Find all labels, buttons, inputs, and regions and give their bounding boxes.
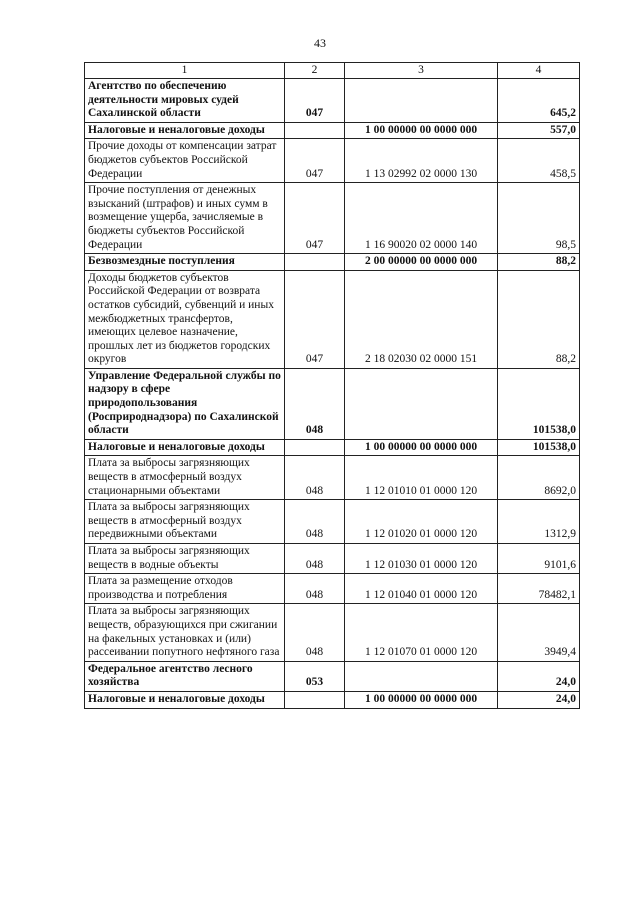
admin-code-cell: 053 — [285, 661, 345, 691]
row-name-cell: Безвозмездные поступления — [85, 254, 285, 271]
admin-code-cell: 048 — [285, 456, 345, 500]
row-name-cell: Налоговые и неналоговые доходы — [85, 439, 285, 456]
amount-cell: 98,5 — [498, 183, 580, 254]
row-name-cell: Плата за выбросы загрязняющих веществ в атмосферный воздух стационарными объектами — [85, 456, 285, 500]
table-row — [85, 500, 580, 544]
amount-cell: 101538,0 — [498, 439, 580, 456]
admin-code-cell: 047 — [285, 183, 345, 254]
admin-code-cell — [285, 691, 345, 708]
row-name-cell: Прочие доходы от компенсации затрат бюджетов субъектов Российской Федерации — [85, 139, 285, 183]
amount-cell: 88,2 — [498, 270, 580, 368]
amount-cell: 458,5 — [498, 139, 580, 183]
admin-code-cell: 047 — [285, 79, 345, 123]
admin-code-cell — [285, 122, 345, 139]
budget-code-cell: 1 13 02992 02 0000 130 — [345, 139, 498, 183]
table-row — [85, 270, 580, 368]
row-name-cell: Налоговые и неналоговые доходы — [85, 691, 285, 708]
budget-code-cell: 1 12 01030 01 0000 120 — [345, 544, 498, 574]
table-row — [85, 574, 580, 604]
row-name-cell: Управление Федеральной службы по надзору в сфере природопользования (Росприроднадзора) по Сахалинской области — [85, 368, 285, 439]
row-name-cell: Доходы бюджетов субъектов Российской Федерации от возврата остатков субсидий, субвенций и иных межбюджетных трансфертов, имеющих целевое назначение, прошлых лет из бюджетов городских округов — [85, 270, 285, 368]
admin-code-cell: 048 — [285, 574, 345, 604]
table-row — [85, 439, 580, 456]
admin-code-cell: 048 — [285, 368, 345, 439]
row-name-cell: Плата за выбросы загрязняющих веществ в атмосферный воздух передвижными объектами — [85, 500, 285, 544]
budget-code-cell: 1 00 00000 00 0000 000 — [345, 122, 498, 139]
column-header: 1 — [85, 63, 285, 79]
budget-code-cell: 1 12 01040 01 0000 120 — [345, 574, 498, 604]
row-name-cell: Федеральное агентство лесного хозяйства — [85, 661, 285, 691]
budget-code-cell: 1 00 00000 00 0000 000 — [345, 439, 498, 456]
row-name-cell: Налоговые и неналоговые доходы — [85, 122, 285, 139]
amount-cell: 88,2 — [498, 254, 580, 271]
budget-code-cell: 2 18 02030 02 0000 151 — [345, 270, 498, 368]
budget-code-cell: 1 12 01070 01 0000 120 — [345, 604, 498, 661]
admin-code-cell: 047 — [285, 270, 345, 368]
row-name-cell: Плата за выбросы загрязняющих веществ в водные объекты — [85, 544, 285, 574]
page-number: 43 — [314, 36, 326, 50]
amount-cell: 1312,9 — [498, 500, 580, 544]
row-name-cell: Плата за размещение отходов производства и потребления — [85, 574, 285, 604]
budget-code-cell: 1 00 00000 00 0000 000 — [345, 691, 498, 708]
table-header-row — [85, 63, 580, 79]
row-name-cell: Прочие поступления от денежных взысканий (штрафов) и иных сумм в возмещение ущерба, зачисляемые в бюджеты субъектов Российской Федерации — [85, 183, 285, 254]
admin-code-cell — [285, 439, 345, 456]
amount-cell: 24,0 — [498, 691, 580, 708]
amount-cell: 557,0 — [498, 122, 580, 139]
table-row — [85, 254, 580, 271]
table-row — [85, 79, 580, 123]
budget-code-cell: 1 12 01020 01 0000 120 — [345, 500, 498, 544]
table-row — [85, 691, 580, 708]
budget-code-cell — [345, 661, 498, 691]
amount-cell: 24,0 — [498, 661, 580, 691]
admin-code-cell: 048 — [285, 500, 345, 544]
amount-cell: 8692,0 — [498, 456, 580, 500]
column-header: 4 — [498, 63, 580, 79]
row-name-cell: Плата за выбросы загрязняющих веществ, образующихся при сжигании на факельных установках и (или) рассеивании попутного нефтяного газа — [85, 604, 285, 661]
budget-code-cell: 1 12 01010 01 0000 120 — [345, 456, 498, 500]
amount-cell: 78482,1 — [498, 574, 580, 604]
table-row — [85, 183, 580, 254]
admin-code-cell: 047 — [285, 139, 345, 183]
column-header: 3 — [345, 63, 498, 79]
admin-code-cell: 048 — [285, 544, 345, 574]
amount-cell: 3949,4 — [498, 604, 580, 661]
table-row — [85, 122, 580, 139]
budget-code-cell — [345, 368, 498, 439]
table-row — [85, 368, 580, 439]
admin-code-cell: 048 — [285, 604, 345, 661]
row-name-cell: Агентство по обеспечению деятельности мировых судей Сахалинской области — [85, 79, 285, 123]
budget-code-cell: 1 16 90020 02 0000 140 — [345, 183, 498, 254]
table-row — [85, 139, 580, 183]
table-row — [85, 604, 580, 661]
revenue-table — [84, 62, 580, 709]
amount-cell: 9101,6 — [498, 544, 580, 574]
budget-code-cell: 2 00 00000 00 0000 000 — [345, 254, 498, 271]
admin-code-cell — [285, 254, 345, 271]
table-row — [85, 661, 580, 691]
table-row — [85, 544, 580, 574]
table-row — [85, 456, 580, 500]
column-header: 2 — [285, 63, 345, 79]
amount-cell: 101538,0 — [498, 368, 580, 439]
budget-code-cell — [345, 79, 498, 123]
amount-cell: 645,2 — [498, 79, 580, 123]
